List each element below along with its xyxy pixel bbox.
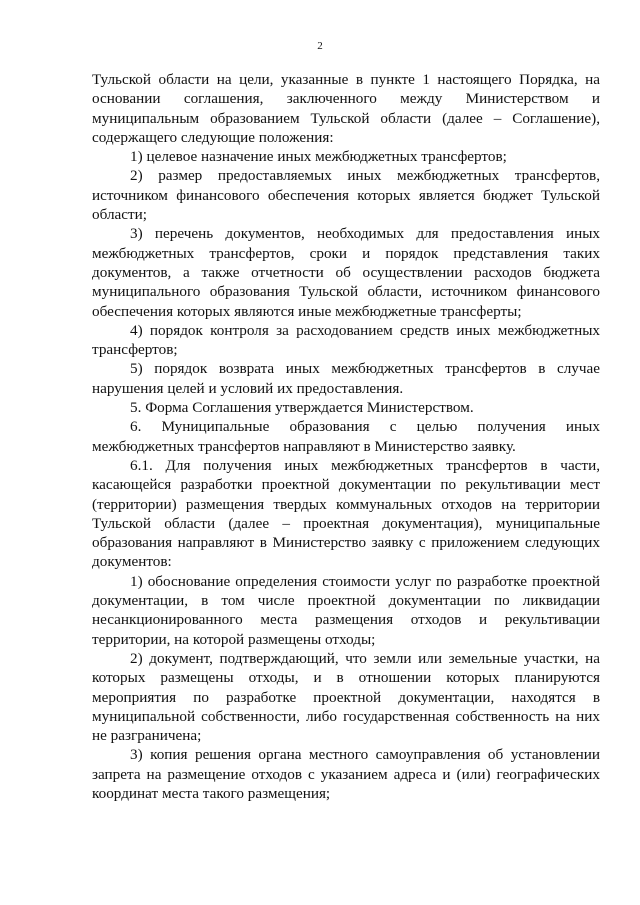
document-body: [92, 70, 600, 803]
paragraph: 5. Форма Соглашения утверждается Министерством.: [130, 399, 474, 417]
list-item: 2) документ, подтверждающий, что земли или земельные участки, на которых размещены отходы, и в отношении которых планируются мероприятия по разработке проектной документации, находятся в муниципальной собственности, либо государственная собственность на них не разграничена;: [92, 649, 600, 745]
list-item: 1) обоснование определения стоимости услуг по разработке проектной документации, в том числе проектной документации по ликвидации несанкционированного места размещения отходов и рекультивации территории, на которой размещены отходы;: [92, 572, 600, 648]
paragraph: Тульской области на цели, указанные в пункте 1 настоящего Порядка, на основании соглашения, заключенного между Министерством и муниципальным образованием Тульской области (далее – Соглашение), содержащего следующие положения:: [92, 71, 600, 146]
list-item: 3) перечень документов, необходимых для предоставления иных межбюджетных трансфертов, сроки и порядок представления таких документов, а также отчетности об осуществлении расходов бюджета муниципального образования Тульской области, источником финансового обеспечения которых являются иные межбюджетные трансферты;: [92, 225, 600, 320]
list-item: 5) порядок возврата иных межбюджетных трансфертов в случае нарушения целей и условий их предоставления.: [92, 360, 600, 397]
list-item: 3) копия решения органа местного самоуправления об установлении запрета на размещение отходов с указанием адреса и (или) географических координат места такого размещения;: [92, 746, 600, 802]
page-number: 2: [317, 40, 323, 52]
list-item: 2) размер предоставляемых иных межбюджетных трансфертов, источником финансового обеспечения которых является бюджет Тульской области;: [92, 167, 600, 224]
list-item: 4) порядок контроля за расходованием средств иных межбюджетных трансфертов;: [92, 321, 600, 359]
list-item: 1) целевое назначение иных межбюджетных трансфертов;: [130, 148, 507, 166]
paragraph: 6.1. Для получения иных межбюджетных трансфертов в части, касающейся разработки проектной документации по рекультивации мест (территории) размещения твердых коммунальных отходов на территории Тульской области (далее – проектная документация), муниципальные образования направляют в Министерство заявку с приложением следующих документов:: [92, 456, 600, 571]
paragraph: 6. Муниципальные образования с целью получения иных межбюджетных трансфертов направляют в Министерство заявку.: [92, 418, 600, 455]
